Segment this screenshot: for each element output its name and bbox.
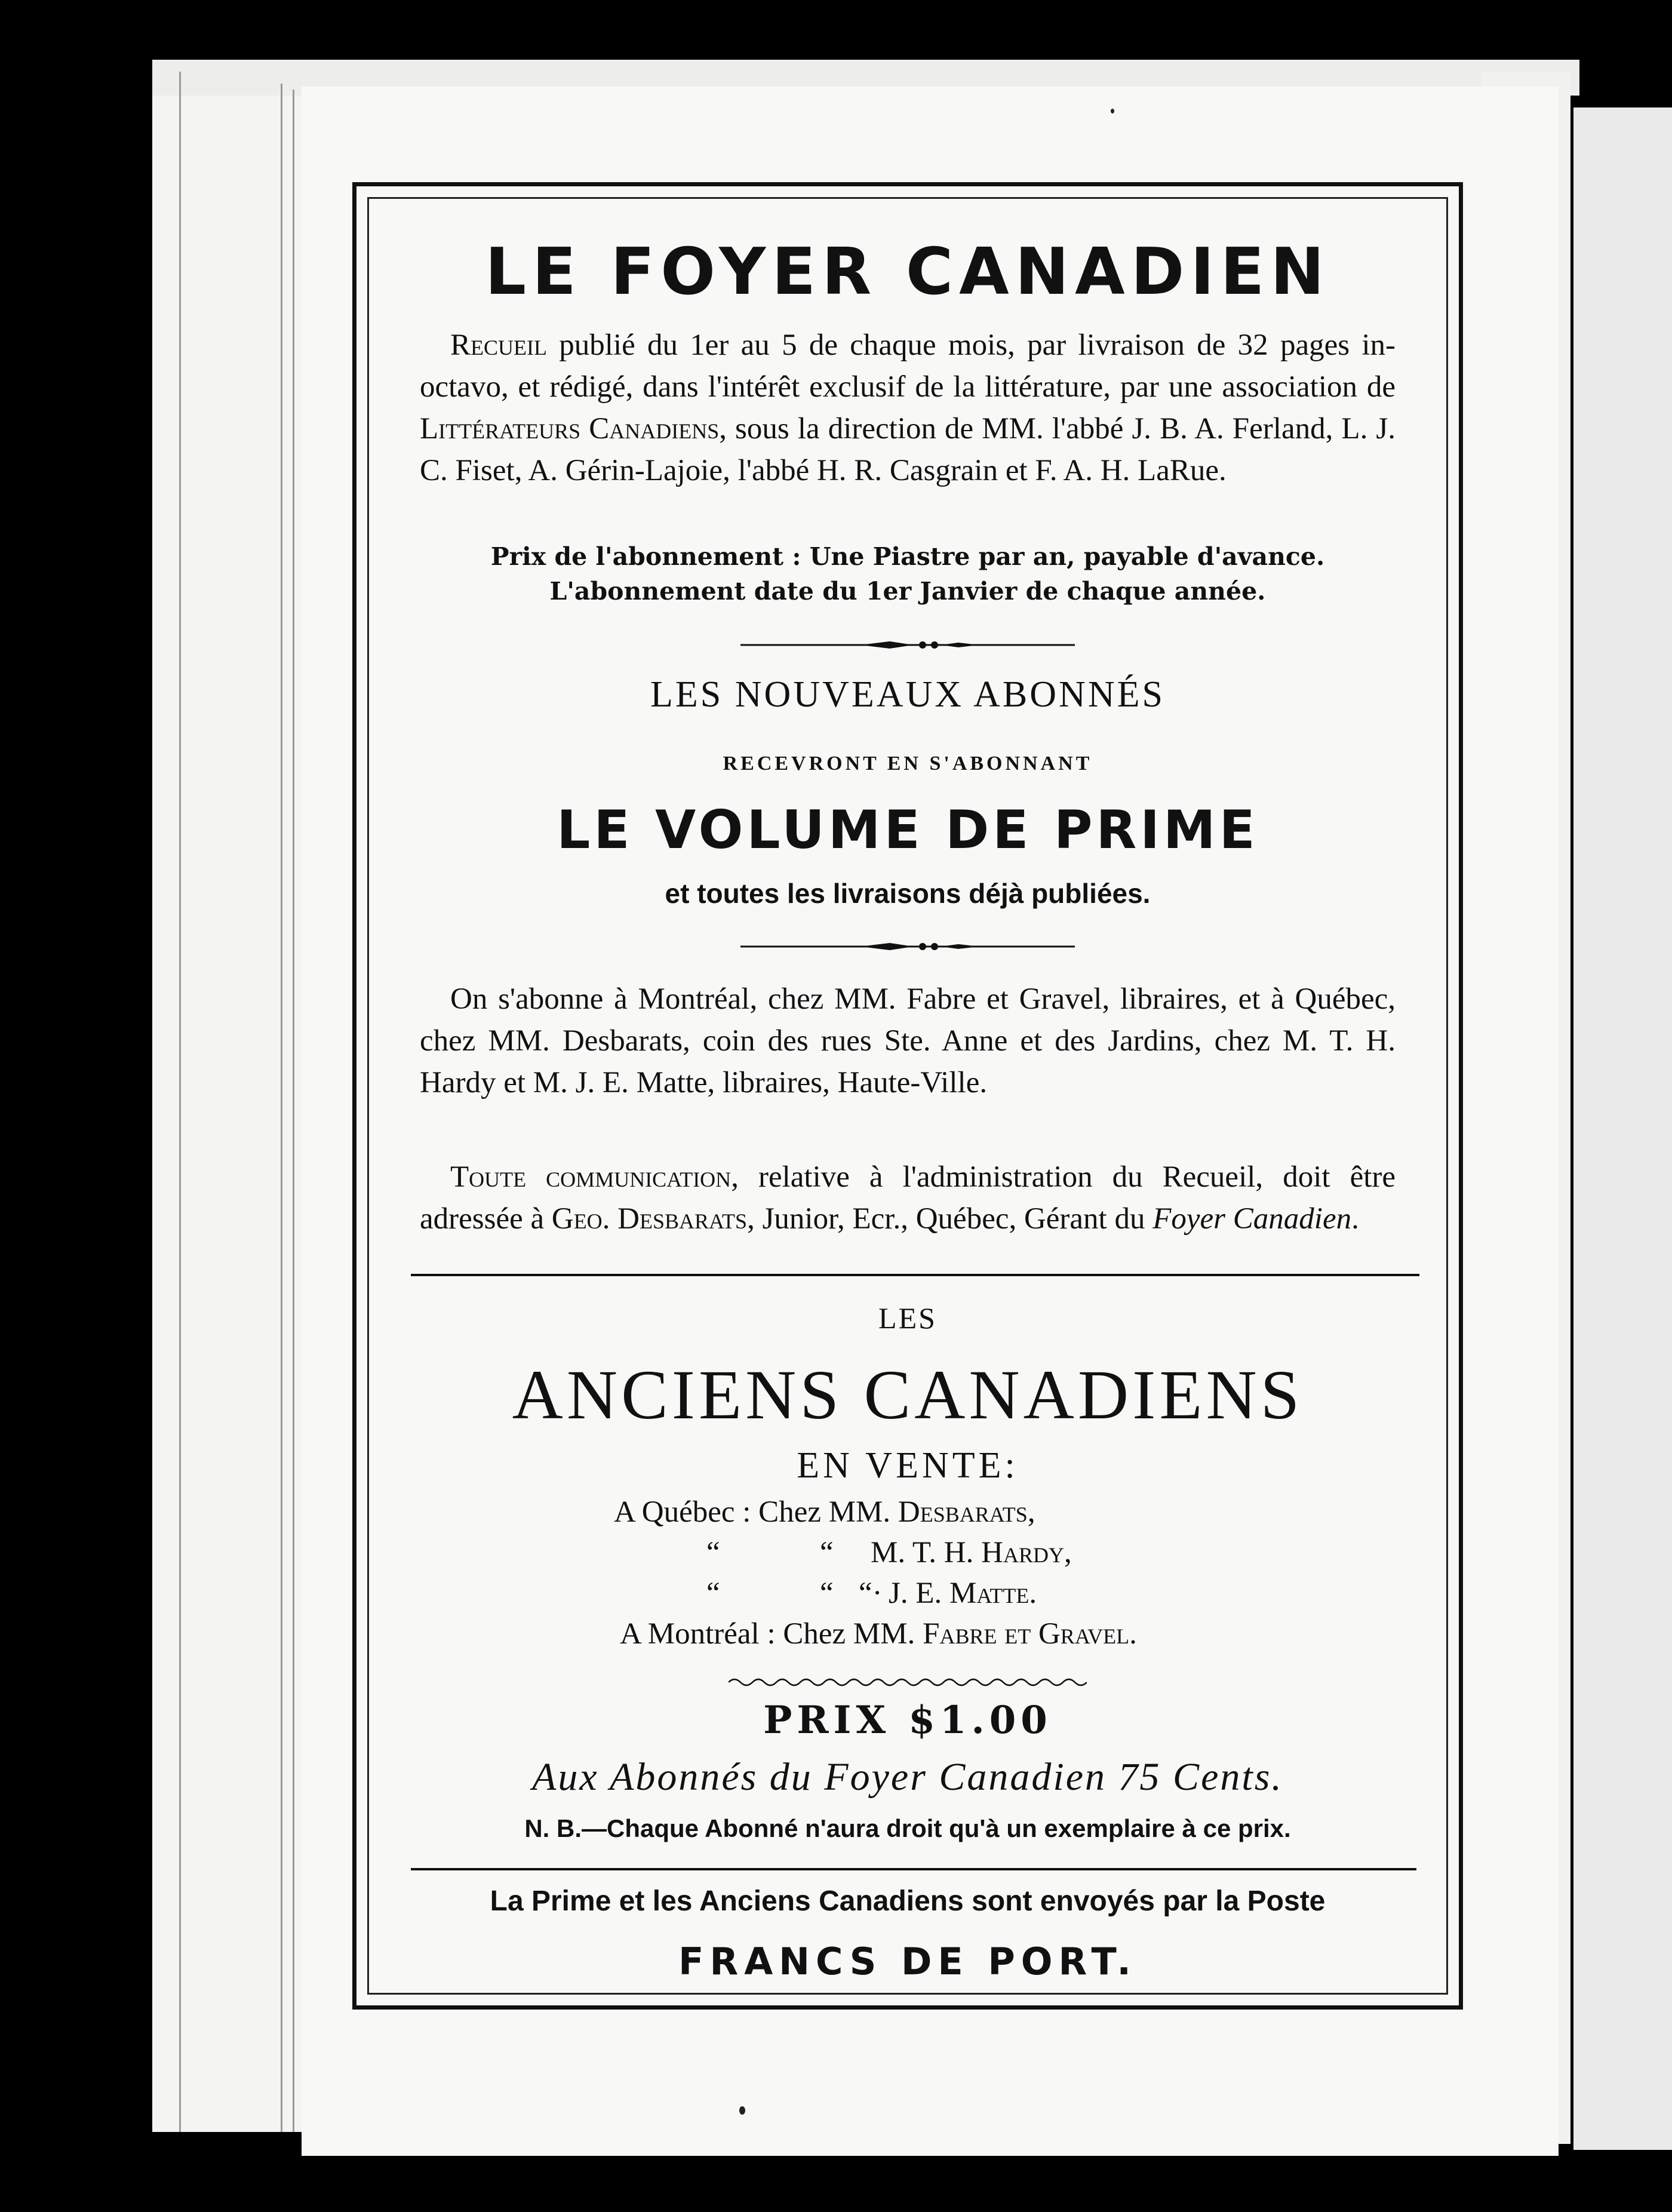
foyer-italic: Foyer Canadien xyxy=(1152,1202,1352,1236)
postage-free-line: FRANCS DE PORT. xyxy=(678,1940,1137,1983)
book-price: PRIX $1.00 xyxy=(763,1698,1052,1743)
new-subscribers-heading: LES NOUVEAUX ABONNÉS xyxy=(650,674,1165,715)
ditto-mark: “ xyxy=(820,1536,834,1569)
ornament-divider xyxy=(740,639,1075,651)
manager-name: Geo. Desbarats xyxy=(551,1202,748,1236)
sales-row-quebec: A Québec : Chez MM. Desbarats, xyxy=(614,1495,1035,1529)
page-edge-line xyxy=(179,72,181,2132)
sales-row-montreal: A Montréal : Chez MM. Fabre et Gravel. xyxy=(620,1617,1137,1651)
ditto-mark: “ xyxy=(706,1536,720,1569)
postage-line: La Prime et les Anciens Canadiens sont envoyés par la Poste xyxy=(490,1885,1326,1917)
bonus-volume-heading: LE VOLUME DE PRIME xyxy=(557,799,1259,861)
intro-text-1: publié du 1er au 5 de chaque mois, par livraison de 32 pages in-octavo, et rédigé, dans l'intérêt exclusif de la littérature, par une association de xyxy=(420,328,1396,404)
page-speck xyxy=(739,2106,745,2115)
subscription-price-line: Prix de l'abonnement : Une Piastre par an, payable d'avance. xyxy=(490,542,1325,571)
recueil-word: Recueil xyxy=(450,328,547,362)
page-edge-line xyxy=(293,90,294,2132)
subscription-locations-paragraph xyxy=(420,978,1396,1104)
intro-paragraph xyxy=(420,324,1396,491)
ditto-mark: “· xyxy=(859,1577,883,1610)
subscription-locations-text: On s'abonne à Montréal, chez MM. Fabre et Gravel, libraires, et à Québec, chez MM. Desbarats, coin des rues Ste. Anne et des Jardins, chez M. T. H. Hardy et M. J. E. Matte, libraires, Haute-Ville. xyxy=(420,982,1396,1099)
intro-text-2: , sous la direction de MM. l'abbé J. B. A. Ferland, L. J. C. Fiset, A. Gérin-Lajoie, l'abbé H. R. Casgrain et F. A. H. LaRue. xyxy=(420,412,1396,487)
subscriber-price-line: Aux Abonnés du Foyer Canadien 75 Cents. xyxy=(532,1755,1283,1799)
advertisement-frame xyxy=(352,182,1463,2010)
communication-paragraph xyxy=(420,1156,1396,1240)
journal-title: LE FOYER CANADIEN xyxy=(485,235,1330,309)
anciens-canadiens-heading: ANCIENS CANADIENS xyxy=(512,1356,1304,1434)
ornament-divider xyxy=(740,941,1075,953)
communication-text-2: , Junior, Ecr., Québec, Gérant du xyxy=(747,1202,1153,1236)
litterateurs-word: Littérateurs Canadiens xyxy=(420,412,720,446)
communication-lead: Toute communication xyxy=(450,1160,732,1194)
adjacent-page-strip xyxy=(1573,107,1672,2150)
sales-row-hardy: M. T. H. Hardy, xyxy=(871,1536,1072,1569)
communication-text-3: . xyxy=(1351,1202,1359,1236)
page-speck xyxy=(1111,109,1114,113)
issues-line: et toutes les livraisons déjà publiées. xyxy=(665,878,1151,909)
subscription-date-line: L'abonnement date du 1er Janvier de chaque année. xyxy=(549,577,1266,606)
ditto-mark: “ xyxy=(706,1577,720,1610)
section-rule xyxy=(411,1868,1416,1870)
wavy-divider xyxy=(729,1674,1087,1691)
nota-bene-line: N. B.—Chaque Abonné n'aura droit qu'à un exemplaire à ce prix. xyxy=(524,1814,1291,1842)
page-edge-line xyxy=(281,84,282,2132)
sales-row-matte: J. E. Matte. xyxy=(889,1577,1037,1610)
subscription-price-block xyxy=(393,539,1422,609)
section-rule xyxy=(411,1274,1419,1276)
advertisement-inner-border xyxy=(367,197,1448,1995)
en-vente-heading: EN VENTE: xyxy=(797,1445,1019,1486)
communication-text-1: , relative à l'administration du Recueil, doit être adressée à xyxy=(420,1160,1396,1236)
les-heading: LES xyxy=(878,1301,937,1335)
receive-subheading: RECEVRONT EN S'ABONNANT xyxy=(723,752,1093,775)
ditto-mark: “ xyxy=(820,1577,834,1610)
